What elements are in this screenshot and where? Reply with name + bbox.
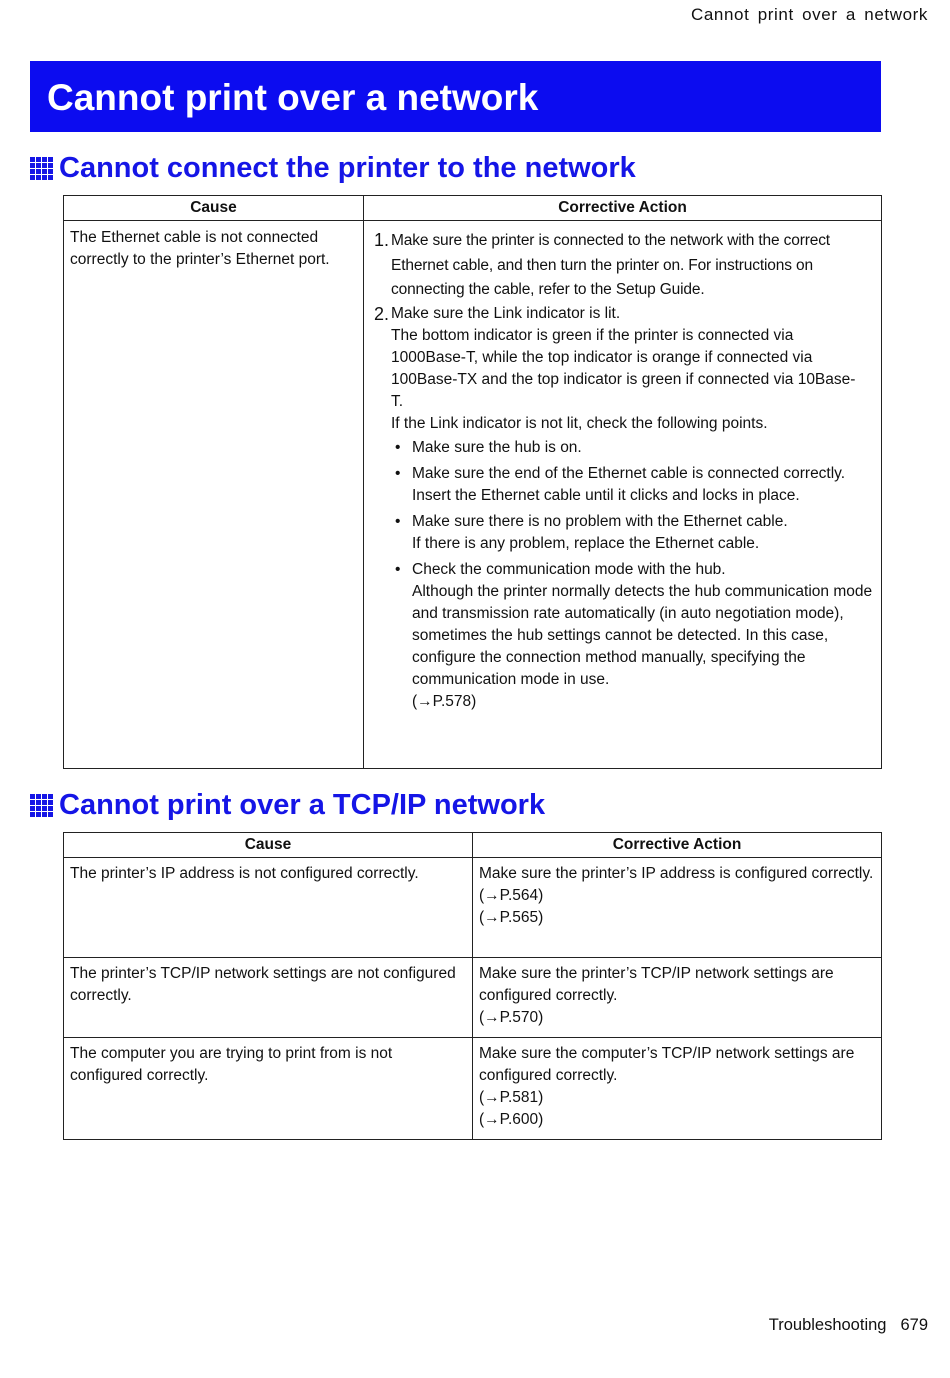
page-title: Cannot print over a network xyxy=(47,77,539,118)
list-item-extra: Insert the Ethernet cable until it clicks and locks in place. xyxy=(412,486,800,504)
page-reference-link[interactable]: (→P.565) xyxy=(479,909,544,926)
column-header-action: Corrective Action xyxy=(473,833,882,858)
step-text: Make sure the Link indicator is lit. xyxy=(391,304,621,322)
check-list xyxy=(370,437,877,713)
footer-section: Troubleshooting xyxy=(768,1316,887,1334)
list-item-text: Make sure the hub is on. xyxy=(412,438,582,456)
list-item xyxy=(370,559,877,713)
cause-cell: The printer’s IP address is not configured correctly. xyxy=(64,858,473,958)
action-cell xyxy=(473,858,882,958)
cause-cell: The computer you are trying to print from is not configured correctly. xyxy=(64,1038,473,1140)
section-heading-text: Cannot print over a TCP/IP network xyxy=(59,789,546,821)
step-detail: The bottom indicator is green if the printer is connected via 1000Base-T, while the top indicator is orange if connected via 100Base-TX and the top indicator is green if connected via 10Base-T. xyxy=(391,326,856,410)
table-header-row xyxy=(64,833,882,858)
list-item xyxy=(370,511,877,555)
bullet-icon: • xyxy=(395,438,401,456)
step-number: 1. xyxy=(374,230,390,250)
cause-cell: The printer’s TCP/IP network settings are not configured correctly. xyxy=(64,958,473,1038)
section-heading-tcpip xyxy=(30,789,545,822)
list-item-text: Make sure the end of the Ethernet cable is connected correctly. xyxy=(412,464,846,482)
page-reference-link[interactable]: (→P.600) xyxy=(479,1111,544,1128)
cause-cell: The Ethernet cable is not connected correctly to the printer’s Ethernet port. xyxy=(64,221,364,769)
list-item xyxy=(370,437,877,459)
table-row xyxy=(64,1038,882,1140)
table-header-row xyxy=(64,196,882,221)
title-banner xyxy=(30,61,881,132)
bullet-icon: • xyxy=(395,464,401,482)
page-reference-link[interactable]: (→P.578) xyxy=(412,692,477,710)
list-item-text: Make sure there is no problem with the Ethernet cable. xyxy=(412,512,788,530)
action-text: Make sure the printer’s IP address is configured correctly. xyxy=(479,865,874,882)
column-header-action: Corrective Action xyxy=(364,196,882,221)
tcpip-table xyxy=(63,832,882,1140)
section-heading-connect xyxy=(30,152,636,185)
page-reference-link[interactable]: (→P.581) xyxy=(479,1089,544,1106)
step-1 xyxy=(370,229,877,303)
column-header-cause: Cause xyxy=(64,196,364,221)
list-item-text: Check the communication mode with the hub. xyxy=(412,560,726,578)
step-number: 2. xyxy=(374,303,390,324)
action-cell xyxy=(364,221,882,769)
column-header-cause: Cause xyxy=(64,833,473,858)
action-cell xyxy=(473,1038,882,1140)
network-connection-table xyxy=(63,195,882,769)
list-item-extra: If there is any problem, replace the Ethernet cable. xyxy=(412,534,760,552)
grid-icon xyxy=(30,794,53,817)
bullet-icon: • xyxy=(395,560,401,578)
table-row xyxy=(64,958,882,1038)
step-2 xyxy=(370,303,877,435)
list-item-extra: Although the printer normally detects the hub communication mode and transmission rate automatically (in auto negotiation mode), sometimes the hub settings cannot be detected. In this case, configure the connection method manually, specifying the communication mode in use. xyxy=(412,582,873,688)
page-number: 679 xyxy=(900,1316,928,1334)
step-check: If the Link indicator is not lit, check the following points. xyxy=(391,414,768,432)
grid-icon xyxy=(30,157,53,180)
step-text: Make sure the printer is connected to the network with the correct Ethernet cable, and then turn the printer on. For instructions on connecting the cable, refer to the Setup Guide. xyxy=(391,232,830,298)
running-header: Cannot print over a network xyxy=(690,5,928,24)
page-reference-link[interactable]: (→P.564) xyxy=(479,887,544,904)
table-row xyxy=(64,221,882,769)
section-heading-text: Cannot connect the printer to the network xyxy=(59,152,636,184)
action-text: Make sure the printer’s TCP/IP network settings are configured correctly. xyxy=(479,965,834,1004)
page-reference-link[interactable]: (→P.570) xyxy=(479,1009,544,1026)
page-footer xyxy=(769,1316,928,1335)
table-row xyxy=(64,858,882,958)
list-item xyxy=(370,463,877,507)
action-text: Make sure the computer’s TCP/IP network settings are configured correctly. xyxy=(479,1045,855,1084)
action-cell xyxy=(473,958,882,1038)
bullet-icon: • xyxy=(395,512,401,530)
